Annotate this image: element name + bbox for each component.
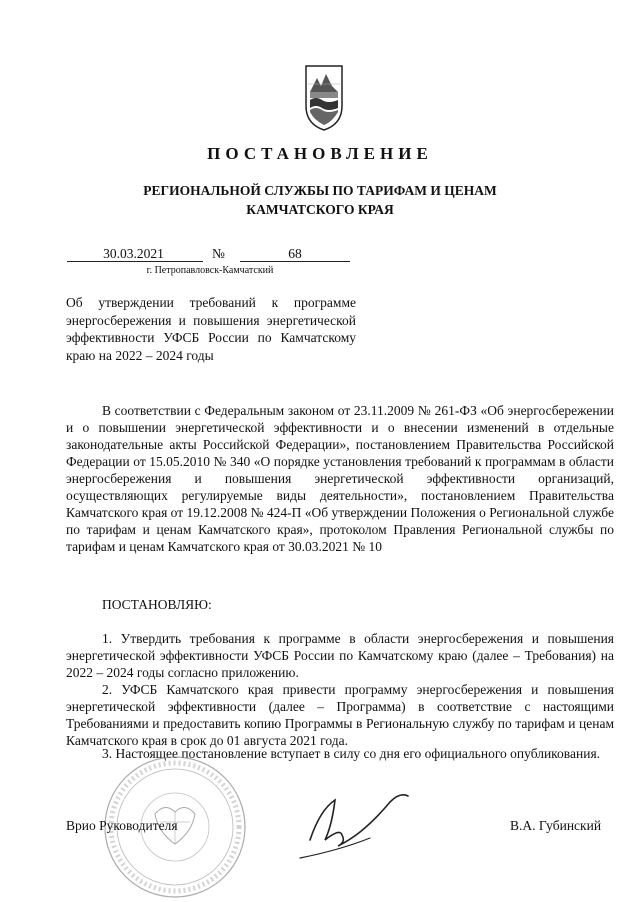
number-underline bbox=[240, 261, 350, 262]
organization-line-1: РЕГИОНАЛЬНОЙ СЛУЖБЫ ПО ТАРИФАМ И ЦЕНАМ bbox=[143, 183, 497, 198]
organization-line-2: КАМЧАТСКОГО КРАЯ bbox=[246, 202, 394, 217]
kamchatka-emblem-icon bbox=[302, 62, 346, 132]
preamble: В соответствии с Федеральным законом от 23.11.2009 № 261-ФЗ «Об энергосбережении и о повышении энергетической эффективности и о внесении изменений в отдельные законодательные акты Российской Федерации», постановлением Правительства Российской Федерации от 15.05.2010 № 340 «О порядке установления требований к программам в области энергосбережения и повышения энергетической эффективности организаций, осуществляющих регулируемые виды деятельности», постановлением Правительства Камчатского края от 19.12.2008 № 424-П «Об утверждении Положения о Региональной службе по тарифам и ценам Камчатского края», протоколом Правления Региональной службы по тарифам и ценам Камчатского края от 30.03.2021 № 10 bbox=[66, 403, 614, 554]
date-underline bbox=[67, 261, 203, 262]
document-date: 30.03.2021 bbox=[103, 246, 164, 261]
document-title: ПОСТАНОВЛЕНИЕ bbox=[207, 144, 433, 163]
resolution-item-1: 1. Утвердить требования к программе в области энергосбережения и повышения энергетической эффективности УФСБ России по Камчатскому краю (далее – Требования) на 2022 – 2024 годы согласно приложению. bbox=[66, 631, 614, 680]
document-number: 68 bbox=[288, 246, 302, 261]
resolution-item-3: 3. Настоящее постановление вступает в силу со дня его официального опубликования. bbox=[102, 746, 601, 761]
resolution-item-2: 2. УФСБ Камчатского края привести программу энергосбережения и повышения энергетической эффективности (далее – Программа) в соответствие с настоящими Требованиями и предоставить копию Программы в Региональную службу по тарифам и ценам Камчатского края в срок до 01 августа 2021 года. bbox=[66, 682, 614, 748]
signer-name: В.А. Губинский bbox=[510, 818, 602, 833]
number-sign: № bbox=[212, 246, 225, 261]
date-number-line bbox=[67, 246, 377, 266]
resolve-heading: ПОСТАНОВЛЯЮ: bbox=[102, 597, 212, 612]
signer-position: Врио Руководителя bbox=[66, 818, 178, 833]
city: г. Петропавловск-Камчатский bbox=[146, 265, 274, 276]
handwritten-signature bbox=[280, 780, 440, 870]
document-subject: Об утверждении требований к программе энергосбережения и повышения энергетической эффективности УФСБ России по Камчатскому краю на 2022 – 2024 годы bbox=[66, 295, 356, 363]
organization-name bbox=[100, 181, 540, 219]
